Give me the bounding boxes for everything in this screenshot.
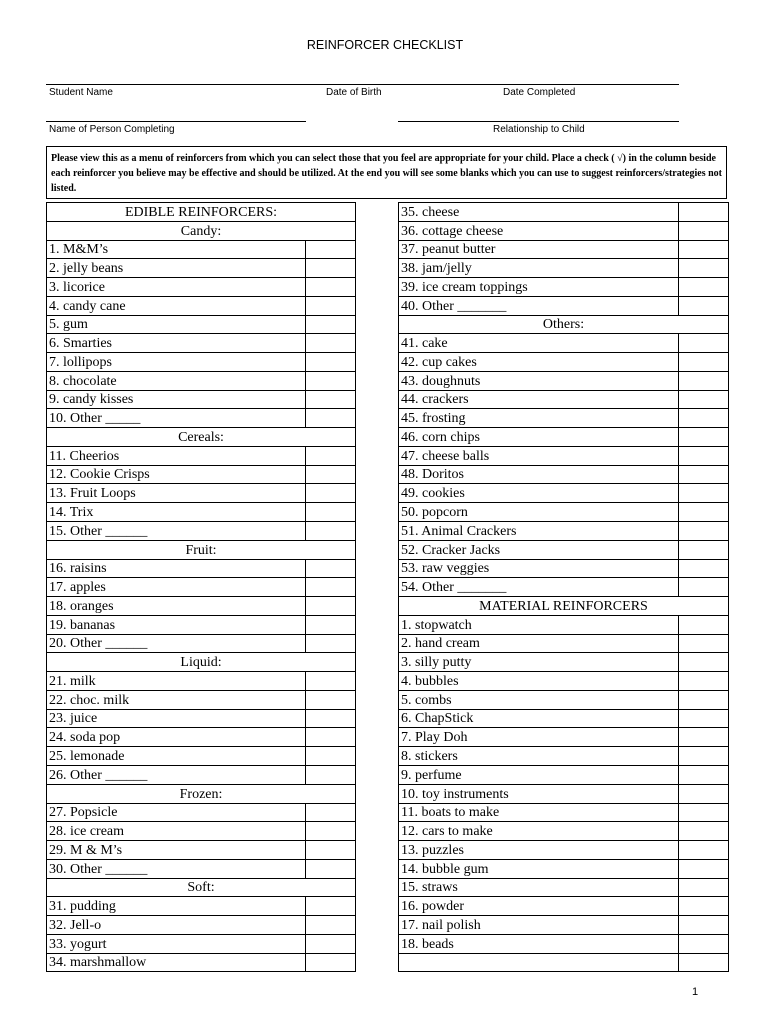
reinforcer-label: 1. M&M’s: [47, 240, 306, 259]
check-box[interactable]: [306, 672, 356, 691]
person-completing-label: Name of Person Completing: [49, 124, 175, 135]
right-list-row: [399, 540, 729, 559]
reinforcer-label: 46. corn chips: [399, 428, 679, 447]
check-box[interactable]: [679, 634, 729, 653]
check-box[interactable]: [679, 559, 729, 578]
reinforcer-label: 7. lollipops: [47, 353, 306, 372]
reinforcer-label: 21. milk: [47, 672, 306, 691]
right-list-row: [399, 409, 729, 428]
check-box[interactable]: [679, 765, 729, 784]
check-box[interactable]: [306, 484, 356, 503]
reinforcer-label: 6. Smarties: [47, 334, 306, 353]
right-list-row: [399, 522, 729, 541]
section-heading: MATERIAL REINFORCERS: [399, 597, 729, 616]
right-list-row: [399, 597, 729, 616]
reinforcer-label: 13. Fruit Loops: [47, 484, 306, 503]
check-box[interactable]: [679, 747, 729, 766]
reinforcer-label: 16. powder: [399, 897, 679, 916]
check-box[interactable]: [679, 784, 729, 803]
reinforcer-label: 24. soda pop: [47, 728, 306, 747]
check-box[interactable]: [306, 897, 356, 916]
reinforcer-label: 2. jelly beans: [47, 259, 306, 278]
section-heading: Soft:: [47, 878, 356, 897]
right-list-row: [399, 334, 729, 353]
reinforcer-label: 38. jam/jelly: [399, 259, 679, 278]
left-list-row: [47, 897, 356, 916]
reinforcer-label: 4. candy cane: [47, 296, 306, 315]
check-box[interactable]: [679, 709, 729, 728]
reinforcer-label: 7. Play Doh: [399, 728, 679, 747]
reinforcer-label: 18. beads: [399, 934, 679, 953]
check-box[interactable]: [679, 953, 729, 972]
check-box[interactable]: [306, 765, 356, 784]
reinforcer-label: 3. licorice: [47, 278, 306, 297]
left-list-row: [47, 822, 356, 841]
section-heading: EDIBLE REINFORCERS:: [47, 203, 356, 222]
right-list-row: [399, 690, 729, 709]
right-list-row: [399, 259, 729, 278]
left-list-row: [47, 390, 356, 409]
check-box[interactable]: [306, 465, 356, 484]
reinforcer-label: 17. apples: [47, 578, 306, 597]
right-list-row: [399, 353, 729, 372]
reinforcer-label: 35. cheese: [399, 203, 679, 222]
check-box[interactable]: [306, 296, 356, 315]
left-list-row: [47, 672, 356, 691]
reinforcer-label: 5. gum: [47, 315, 306, 334]
check-box[interactable]: [679, 934, 729, 953]
left-list-row: [47, 578, 356, 597]
check-box[interactable]: [306, 841, 356, 860]
check-box[interactable]: [306, 934, 356, 953]
reinforcer-label: 53. raw veggies: [399, 559, 679, 578]
section-heading: Others:: [399, 315, 729, 334]
relationship-label: Relationship to Child: [493, 124, 585, 135]
check-box[interactable]: [306, 559, 356, 578]
right-list-row: [399, 559, 729, 578]
reinforcer-label: 14. Trix: [47, 503, 306, 522]
check-box[interactable]: [306, 728, 356, 747]
check-box[interactable]: [679, 728, 729, 747]
reinforcer-label: 8. chocolate: [47, 371, 306, 390]
right-list-row: [399, 916, 729, 935]
reinforcer-label: 13. puzzles: [399, 841, 679, 860]
left-list-row: [47, 559, 356, 578]
check-box[interactable]: [679, 221, 729, 240]
section-heading: Liquid:: [47, 653, 356, 672]
reinforcer-label: [399, 953, 679, 972]
reinforcer-label: 43. doughnuts: [399, 371, 679, 390]
check-box[interactable]: [679, 859, 729, 878]
check-box[interactable]: [306, 315, 356, 334]
reinforcer-label: 39. ice cream toppings: [399, 278, 679, 297]
left-list-row: [47, 615, 356, 634]
check-box[interactable]: [679, 334, 729, 353]
check-box[interactable]: [679, 240, 729, 259]
right-list-row: [399, 371, 729, 390]
instructions-box: Please view this as a menu of reinforcers from which you can select those that you feel are appropriate for your child. Place a check ( √) in the column beside each reinforcer you believe may be effective and should be utilized. At the end you will see some blanks which you can use to suggest reinforcers/strategies not listed.: [46, 146, 727, 199]
check-box[interactable]: [306, 953, 356, 972]
left-list-row: [47, 709, 356, 728]
check-box[interactable]: [679, 822, 729, 841]
student-name-label: Student Name: [49, 87, 113, 98]
right-list-row: [399, 878, 729, 897]
right-list-row: [399, 503, 729, 522]
reinforcer-label: 15. straws: [399, 878, 679, 897]
right-list-row: [399, 841, 729, 860]
check-box[interactable]: [306, 859, 356, 878]
reinforcer-label: 15. Other ______: [47, 522, 306, 541]
check-box[interactable]: [679, 916, 729, 935]
left-list-row: [47, 484, 356, 503]
reinforcer-label: 51. Animal Crackers: [399, 522, 679, 541]
right-list-row: [399, 859, 729, 878]
left-list-row: [47, 428, 356, 447]
left-list-row: [47, 953, 356, 972]
left-list-row: [47, 446, 356, 465]
left-list-row: [47, 522, 356, 541]
check-box[interactable]: [679, 353, 729, 372]
reinforcer-label: 32. Jell-o: [47, 916, 306, 935]
left-list-row: [47, 878, 356, 897]
left-list-row: [47, 841, 356, 860]
check-box[interactable]: [679, 484, 729, 503]
reinforcer-label: 40. Other _______: [399, 296, 679, 315]
left-list-row: [47, 765, 356, 784]
reinforcer-label: 5. combs: [399, 690, 679, 709]
reinforcer-label: 31. pudding: [47, 897, 306, 916]
reinforcer-label: 48. Doritos: [399, 465, 679, 484]
section-heading: Frozen:: [47, 784, 356, 803]
check-box[interactable]: [679, 465, 729, 484]
left-list-row: [47, 934, 356, 953]
check-box[interactable]: [679, 503, 729, 522]
right-list-row: [399, 390, 729, 409]
right-list-row: [399, 296, 729, 315]
left-list-row: [47, 690, 356, 709]
left-list-row: [47, 784, 356, 803]
check-box[interactable]: [679, 672, 729, 691]
check-box[interactable]: [679, 259, 729, 278]
reinforcer-label: 41. cake: [399, 334, 679, 353]
reinforcer-label: 29. M & M’s: [47, 841, 306, 860]
right-list-row: [399, 634, 729, 653]
right-list-row: [399, 315, 729, 334]
right-list-row: [399, 953, 729, 972]
check-box[interactable]: [306, 916, 356, 935]
reinforcer-label: 14. bubble gum: [399, 859, 679, 878]
right-list-row: [399, 709, 729, 728]
check-box[interactable]: [679, 878, 729, 897]
check-box[interactable]: [306, 615, 356, 634]
reinforcer-label: 9. perfume: [399, 765, 679, 784]
check-box[interactable]: [306, 446, 356, 465]
left-list-row: [47, 597, 356, 616]
person-completing-line[interactable]: [46, 121, 306, 122]
left-list-row: [47, 540, 356, 559]
check-box[interactable]: [679, 540, 729, 559]
reinforcer-label: 50. popcorn: [399, 503, 679, 522]
check-box[interactable]: [306, 634, 356, 653]
left-list-row: [47, 859, 356, 878]
check-box[interactable]: [679, 841, 729, 860]
right-list-row: [399, 615, 729, 634]
reinforcer-label: 12. cars to make: [399, 822, 679, 841]
right-list-row: [399, 203, 729, 222]
check-box[interactable]: [306, 240, 356, 259]
date-of-birth-label: Date of Birth: [326, 87, 382, 98]
check-box[interactable]: [306, 503, 356, 522]
student-name-line[interactable]: [46, 84, 679, 85]
right-list-row: [399, 484, 729, 503]
reinforcer-label: 1. stopwatch: [399, 615, 679, 634]
left-list-row: [47, 728, 356, 747]
right-list-row: [399, 672, 729, 691]
reinforcer-label: 25. lemonade: [47, 747, 306, 766]
right-list-row: [399, 897, 729, 916]
right-list-row: [399, 278, 729, 297]
page-title: REINFORCER CHECKLIST: [306, 38, 464, 52]
check-box[interactable]: [679, 653, 729, 672]
check-box[interactable]: [306, 371, 356, 390]
reinforcer-label: 2. hand cream: [399, 634, 679, 653]
section-heading: Fruit:: [47, 540, 356, 559]
reinforcer-label: 26. Other ______: [47, 765, 306, 784]
reinforcer-label: 33. yogurt: [47, 934, 306, 953]
check-box[interactable]: [306, 522, 356, 541]
reinforcer-label: 17. nail polish: [399, 916, 679, 935]
reinforcer-label: 20. Other ______: [47, 634, 306, 653]
check-box[interactable]: [679, 203, 729, 222]
left-list-row: [47, 240, 356, 259]
check-box[interactable]: [679, 278, 729, 297]
reinforcer-label: 10. Other _____: [47, 409, 306, 428]
right-list-row: [399, 446, 729, 465]
left-list-row: [47, 296, 356, 315]
check-box[interactable]: [306, 597, 356, 616]
reinforcer-label: 8. stickers: [399, 747, 679, 766]
reinforcer-label: 4. bubbles: [399, 672, 679, 691]
right-checklist-table: [398, 202, 729, 972]
check-box[interactable]: [679, 615, 729, 634]
check-box[interactable]: [679, 690, 729, 709]
check-box[interactable]: [679, 371, 729, 390]
check-box[interactable]: [679, 428, 729, 447]
check-box[interactable]: [679, 522, 729, 541]
left-list-row: [47, 503, 356, 522]
reinforcer-label: 37. peanut butter: [399, 240, 679, 259]
reinforcer-label: 19. bananas: [47, 615, 306, 634]
left-list-row: [47, 653, 356, 672]
reinforcer-label: 16. raisins: [47, 559, 306, 578]
reinforcer-label: 45. frosting: [399, 409, 679, 428]
right-list-row: [399, 747, 729, 766]
check-box[interactable]: [679, 296, 729, 315]
reinforcer-label: 18. oranges: [47, 597, 306, 616]
left-list-row: [47, 278, 356, 297]
right-list-row: [399, 728, 729, 747]
right-list-row: [399, 221, 729, 240]
left-list-row: [47, 259, 356, 278]
check-box[interactable]: [306, 353, 356, 372]
reinforcer-label: 11. boats to make: [399, 803, 679, 822]
reinforcer-label: 9. candy kisses: [47, 390, 306, 409]
reinforcer-label: 27. Popsicle: [47, 803, 306, 822]
reinforcer-label: 47. cheese balls: [399, 446, 679, 465]
reinforcer-label: 30. Other ______: [47, 859, 306, 878]
right-list-row: [399, 240, 729, 259]
right-list-row: [399, 765, 729, 784]
right-list-row: [399, 653, 729, 672]
check-box[interactable]: [306, 803, 356, 822]
left-list-row: [47, 221, 356, 240]
section-heading: Candy:: [47, 221, 356, 240]
reinforcer-label: 54. Other _______: [399, 578, 679, 597]
check-box[interactable]: [306, 822, 356, 841]
check-box[interactable]: [306, 578, 356, 597]
right-list-row: [399, 784, 729, 803]
reinforcer-label: 34. marshmallow: [47, 953, 306, 972]
reinforcer-label: 22. choc. milk: [47, 690, 306, 709]
left-list-row: [47, 916, 356, 935]
check-box[interactable]: [306, 334, 356, 353]
left-list-row: [47, 353, 356, 372]
right-list-row: [399, 822, 729, 841]
left-list-row: [47, 634, 356, 653]
left-list-row: [47, 371, 356, 390]
reinforcer-label: 44. crackers: [399, 390, 679, 409]
reinforcer-label: 28. ice cream: [47, 822, 306, 841]
check-box[interactable]: [306, 278, 356, 297]
reinforcer-label: 12. Cookie Crisps: [47, 465, 306, 484]
left-list-row: [47, 803, 356, 822]
right-list-row: [399, 803, 729, 822]
reinforcer-label: 6. ChapStick: [399, 709, 679, 728]
left-list-row: [47, 203, 356, 222]
relationship-line[interactable]: [398, 121, 679, 122]
check-box[interactable]: [679, 390, 729, 409]
check-box[interactable]: [679, 897, 729, 916]
left-list-row: [47, 334, 356, 353]
left-list-row: [47, 747, 356, 766]
check-box[interactable]: [306, 409, 356, 428]
left-list-row: [47, 465, 356, 484]
check-box[interactable]: [306, 709, 356, 728]
page-number: 1: [692, 986, 699, 998]
reinforcer-label: 3. silly putty: [399, 653, 679, 672]
check-box[interactable]: [679, 803, 729, 822]
right-list-row: [399, 465, 729, 484]
check-box[interactable]: [306, 690, 356, 709]
reinforcer-label: 52. Cracker Jacks: [399, 540, 679, 559]
section-heading: Cereals:: [47, 428, 356, 447]
right-list-row: [399, 428, 729, 447]
left-list-row: [47, 315, 356, 334]
reinforcer-label: 11. Cheerios: [47, 446, 306, 465]
reinforcer-label: 23. juice: [47, 709, 306, 728]
reinforcer-label: 36. cottage cheese: [399, 221, 679, 240]
reinforcer-label: 42. cup cakes: [399, 353, 679, 372]
reinforcer-label: 49. cookies: [399, 484, 679, 503]
check-box[interactable]: [306, 390, 356, 409]
check-box[interactable]: [679, 578, 729, 597]
date-completed-label: Date Completed: [503, 87, 576, 98]
check-box[interactable]: [306, 747, 356, 766]
reinforcer-label: 10. toy instruments: [399, 784, 679, 803]
check-box[interactable]: [679, 409, 729, 428]
check-box[interactable]: [306, 259, 356, 278]
right-list-row: [399, 578, 729, 597]
left-list-row: [47, 409, 356, 428]
left-checklist-table: [46, 202, 356, 972]
check-box[interactable]: [679, 446, 729, 465]
right-list-row: [399, 934, 729, 953]
